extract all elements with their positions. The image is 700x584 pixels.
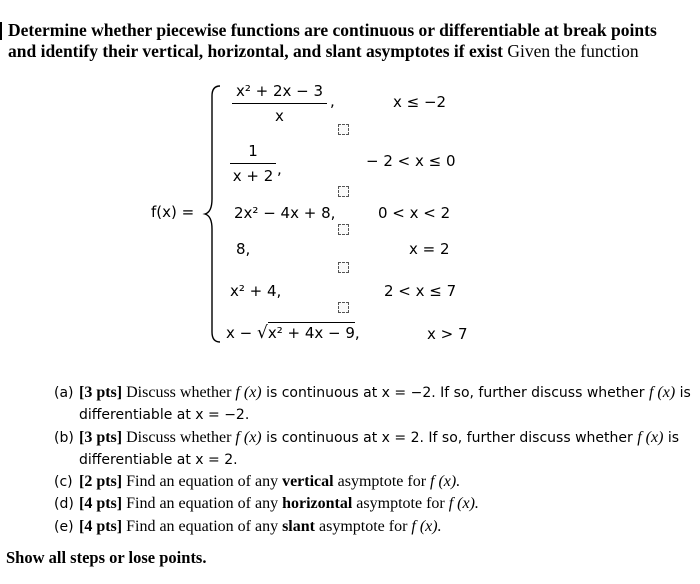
function-lhs: f(x) = (151, 203, 195, 221)
part-a-point: x = −2. (381, 385, 436, 401)
part-c-points: [2 pts] (79, 473, 123, 491)
problem-heading (8, 20, 688, 62)
part-a-text: Discuss whether (122, 384, 236, 401)
part-e-keyword: slant (282, 517, 315, 535)
footer-instruction: Show all steps or lose points. (6, 548, 207, 567)
left-margin-bar (0, 22, 2, 40)
piece-6-suffix: , (354, 324, 360, 342)
part-b-points: [3 pts] (79, 428, 123, 446)
part-c (54, 471, 691, 493)
part-d-function: f (x). (448, 495, 479, 513)
part-b-tail-2: is (663, 429, 680, 446)
part-c-text: Find an equation of any (122, 473, 283, 491)
placeholder-box (338, 302, 349, 313)
part-d-points: [4 pts] (79, 495, 123, 513)
part-b-text-2: is continuous at (261, 429, 382, 446)
piece-6-prefix: x − (226, 324, 257, 342)
part-a (54, 382, 691, 404)
part-b-function-2: f (x) (637, 428, 664, 446)
piece-1-comma: , (330, 92, 335, 110)
part-d (54, 493, 691, 515)
piece-5-expression: x² + 4, (230, 282, 282, 300)
part-a-text-2: is continuous at (261, 385, 382, 401)
part-c-text-2: asymptote for (333, 473, 431, 491)
piece-3-expression: 2x² − 4x + 8, (234, 204, 336, 222)
piece-4-condition: x = 2 (409, 240, 450, 258)
part-e-points: [4 pts] (79, 517, 123, 535)
piece-2-comma: , (277, 160, 282, 178)
part-c-label: (c) (54, 474, 73, 491)
part-a-function-2: f (x) (648, 384, 676, 401)
piece-1-denominator: x (275, 107, 284, 125)
placeholder-box (338, 124, 349, 135)
part-b-text: Discuss whether (122, 428, 236, 446)
part-e-function: f (x). (411, 517, 442, 535)
piece-5-condition: 2 < x ≤ 7 (384, 282, 457, 300)
part-a-label: (a) (54, 385, 74, 401)
piece-4-expression: 8, (236, 240, 251, 258)
piece-2-numerator: 1 (248, 142, 258, 160)
piece-2-condition: − 2 < x ≤ 0 (366, 152, 456, 170)
part-d-text-2: asymptote for (352, 495, 449, 513)
part-a-points: [3 pts] (79, 384, 123, 401)
part-e (54, 516, 691, 538)
part-e-label: (e) (54, 518, 74, 535)
piece-6-condition: x > 7 (427, 325, 468, 343)
placeholder-box (338, 186, 349, 197)
piece-2-fraction (230, 142, 276, 185)
part-e-text-2: asymptote for (314, 517, 412, 535)
heading-bold: Determine whether piecewise functions are continuous or differentiable at break points and identify their vertical, horizontal, and slant asymptotes if exist (8, 20, 657, 61)
piece-1-fraction (232, 82, 327, 125)
placeholder-box (338, 262, 349, 273)
part-a-tail: If so, further discuss whether (435, 385, 649, 401)
part-a-continuation: differentiable at x = −2. (79, 407, 250, 424)
piece-6-radicand: x² + 4x − 9 (267, 324, 355, 342)
piece-2-denominator: x + 2 (232, 167, 274, 185)
part-b-tail: If so, further discuss whether (423, 429, 638, 446)
part-b-label: (b) (54, 429, 74, 446)
part-b (54, 427, 691, 449)
piece-3-condition: 0 < x < 2 (378, 204, 451, 222)
part-d-text: Find an equation of any (122, 495, 283, 513)
part-b-point: x = 2. (381, 429, 424, 446)
placeholder-box (338, 224, 349, 235)
part-b-continuation: differentiable at x = 2. (79, 451, 238, 468)
part-a-tail-2: is (675, 385, 691, 401)
heading-normal: Given the function (503, 41, 639, 61)
sqrt-symbol: √ (256, 323, 268, 343)
piece-6-expression (226, 323, 360, 343)
part-c-function: f (x). (430, 473, 461, 491)
piece-1-numerator: x² + 2x − 3 (235, 82, 324, 100)
part-d-label: (d) (54, 496, 74, 513)
piece-1-condition: x ≤ −2 (393, 93, 447, 111)
part-b-function: f (x) (235, 428, 262, 446)
left-brace (202, 84, 224, 344)
part-c-keyword: vertical (282, 473, 334, 491)
part-e-text: Find an equation of any (122, 517, 283, 535)
question-parts (54, 382, 691, 538)
part-d-keyword: horizontal (282, 495, 353, 513)
part-a-function: f (x) (235, 384, 262, 401)
